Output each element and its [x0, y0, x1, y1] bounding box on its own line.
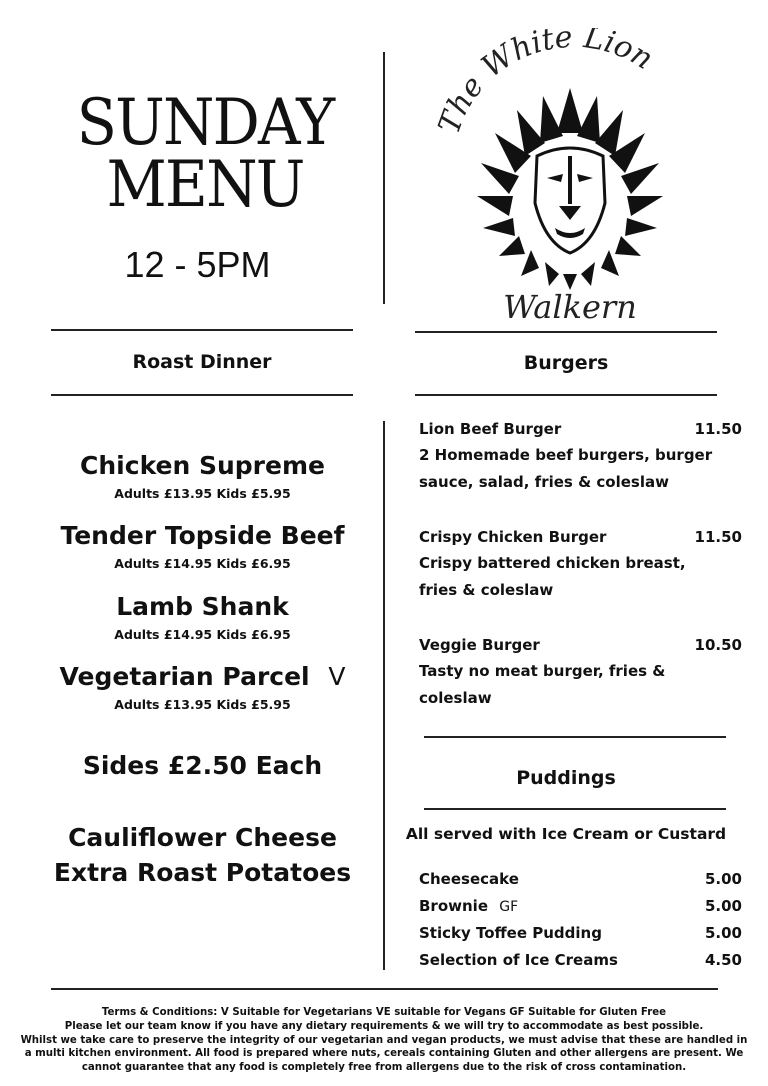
menu-title-line2: MENU [106, 148, 304, 222]
puddings-heading: Puddings [516, 767, 616, 789]
roast-item-name: Tender Topside Beef [60, 521, 345, 550]
pudding-price: 5.00 [704, 870, 742, 888]
puddings-rule-bottom [424, 808, 726, 810]
roast-rule-top [51, 329, 353, 331]
lion-head-icon [425, 28, 715, 333]
terms-line: Whilst we take care to preserve the integrity of our vegetarian and vegan products, we must advise that these are handled in a multi kitchen environment. All food is prepared where nuts, cereals containing Gluten and other allergens are present. We cannot guarantee that any food is completely free from allergens due to the risk of cross contamination. [20, 1034, 748, 1074]
top-vertical-divider [383, 52, 385, 304]
footer-rule [51, 988, 718, 990]
logo-top-text: The White Lion [431, 28, 660, 139]
burgers-heading: Burgers [523, 352, 609, 374]
burger-description: Tasty no meat burger, fries & coleslaw [419, 662, 666, 707]
burger-name: Veggie Burger [419, 636, 540, 654]
pudding-price: 5.00 [704, 924, 742, 942]
opening-hours: 12 - 5PM [124, 244, 271, 285]
roast-item-name: Lamb Shank [116, 592, 289, 621]
roast-rule-bottom [51, 394, 353, 396]
gluten-free-tag: GF [499, 899, 519, 915]
terms-line: Please let our team know if you have any dietary requirements & we will try to accommodate as best possible. [64, 1020, 704, 1032]
roast-item-name: Vegetarian Parcel [59, 662, 310, 691]
burger-name: Crispy Chicken Burger [419, 528, 607, 546]
roast-item-name-veg [30, 662, 375, 691]
burgers-rule-top [415, 331, 717, 333]
roast-heading: Roast Dinner [132, 351, 272, 373]
burger-description: 2 Homemade beef burgers, burger sauce, salad, fries & coleslaw [419, 446, 713, 491]
pudding-price: 4.50 [704, 951, 742, 969]
burger-price: 11.50 [694, 420, 742, 438]
pudding-name: Selection of Ice Creams [419, 951, 618, 969]
roast-item-prices: Adults £14.95 Kids £6.95 [114, 627, 291, 642]
puddings-note: All served with Ice Cream or Custard [405, 825, 727, 843]
side-item: Cauliflower Cheese [68, 823, 337, 852]
burgers-rule-bottom [415, 394, 717, 396]
burger-price: 10.50 [694, 636, 742, 654]
terms-line: Terms & Conditions: V Suitable for Vegetarians VE suitable for Vegans GF Suitable for Gluten Free [101, 1007, 667, 1018]
side-item: Extra Roast Potatoes [53, 858, 352, 887]
vegetarian-tag: V [328, 662, 346, 691]
pudding-item-brownie [419, 897, 518, 915]
burger-price: 11.50 [694, 528, 742, 546]
menu-title-line1: SUNDAY [76, 86, 334, 160]
pudding-name: Sticky Toffee Pudding [419, 924, 602, 942]
puddings-rule-top [424, 736, 726, 738]
roast-item-prices: Adults £14.95 Kids £6.95 [114, 556, 291, 571]
burger-name: Lion Beef Burger [419, 420, 562, 438]
logo-bottom-text: Walkern [503, 288, 637, 326]
pudding-name: Brownie [419, 897, 488, 915]
sides-heading: Sides £2.50 Each [82, 751, 323, 780]
burger-description: Crispy battered chicken breast, fries & coleslaw [419, 554, 686, 599]
roast-item-prices: Adults £13.95 Kids £5.95 [114, 697, 291, 712]
pudding-price: 5.00 [704, 897, 742, 915]
middle-vertical-divider [383, 421, 385, 970]
pudding-name: Cheesecake [419, 870, 519, 888]
roast-item-prices: Adults £13.95 Kids £5.95 [114, 486, 291, 501]
terms-and-conditions [20, 1006, 748, 1075]
roast-item-name: Chicken Supreme [80, 451, 325, 480]
white-lion-logo [425, 28, 715, 333]
